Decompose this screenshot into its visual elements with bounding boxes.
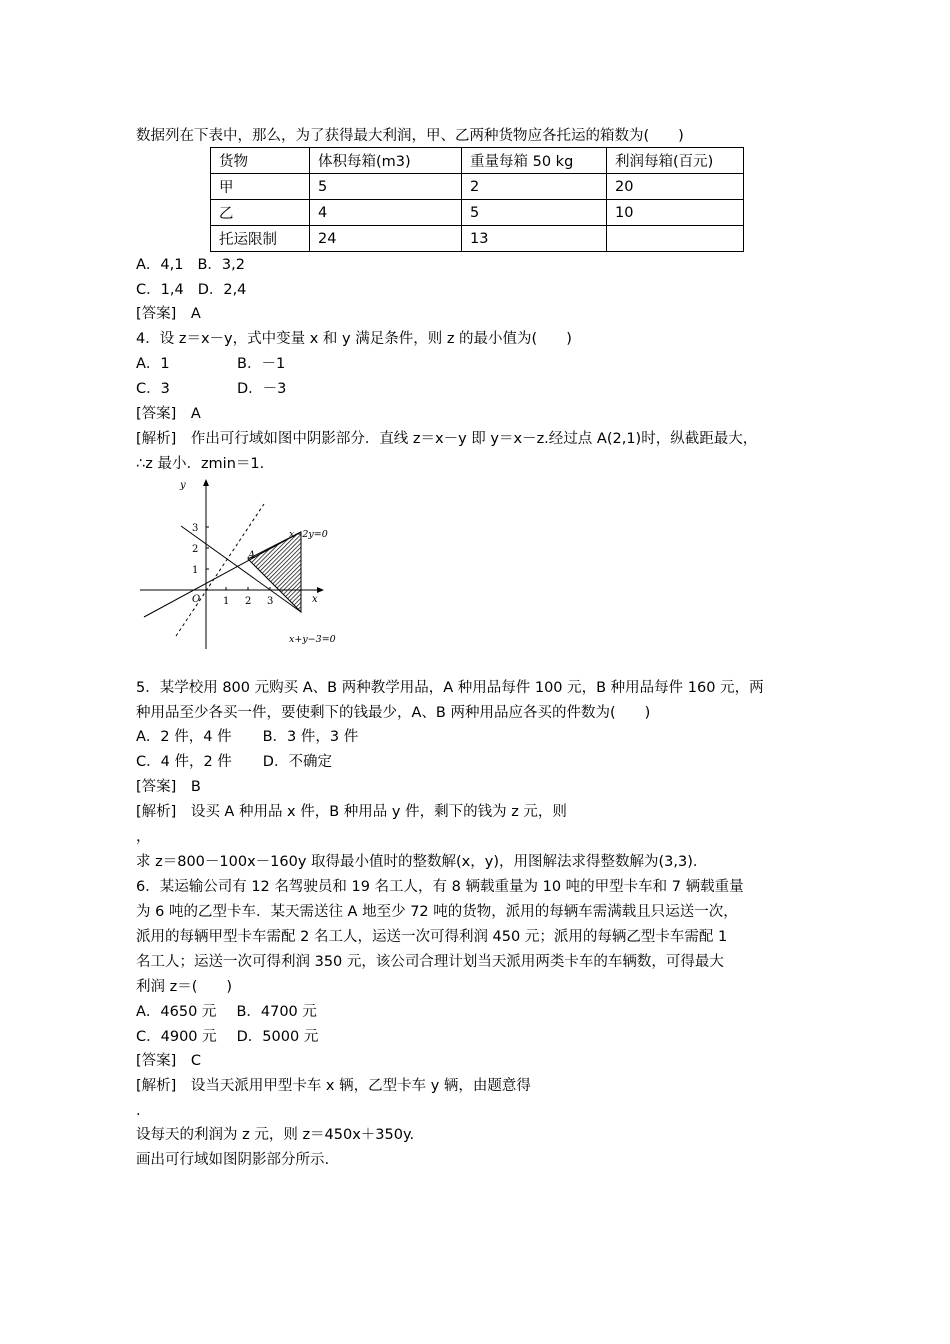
q5-stem-line1: 5．某学校用 800 元购买 A、B 两种教学用品，A 种用品每件 100 元，B 种用品每件 160 元，两	[136, 680, 764, 696]
table-header-cell: 体积每箱(m3)	[310, 148, 462, 174]
x-tick-label: 2	[245, 596, 252, 607]
option-d: D．5000 元	[236, 1029, 319, 1045]
q6-stem-line3: 派用的每辆甲型卡车需配 2 名工人，运送一次可得利润 450 元；派用的每辆乙型卡车需配 1	[136, 929, 728, 945]
table-cell: 托运限制	[211, 226, 310, 252]
option-c: C．4 件，2 件	[136, 754, 232, 770]
table-cell: 4	[310, 200, 462, 226]
cargo-table	[210, 147, 744, 252]
line1-label: x−2y=0	[289, 529, 328, 540]
point-a-label: A	[248, 550, 256, 561]
q3-intro: 数据列在下表中，那么，为了获得最大利润，甲、乙两种货物应各托运的箱数为( )	[136, 128, 684, 144]
table-cell: 5	[310, 174, 462, 200]
y-axis-label: y	[180, 480, 186, 491]
option-c: C．4900 元	[136, 1029, 217, 1045]
q6-analysis-line2: .	[136, 1103, 141, 1119]
q4-analysis-line2: ∴z 最小．zmin＝1.	[136, 456, 265, 472]
table-cell: 20	[607, 174, 744, 200]
q6-options-cd	[136, 1027, 318, 1047]
q6-stem-line2: 为 6 吨的乙型卡车．某天需送往 A 地至少 72 吨的货物，派用的每辆车需满载且只运送一次，	[136, 904, 738, 920]
table-header-cell: 重量每箱 50 kg	[462, 148, 607, 174]
table-cell: 13	[462, 226, 607, 252]
option-b: B．3,2	[197, 257, 245, 273]
table-cell: 10	[607, 200, 744, 226]
table-row	[211, 174, 744, 200]
option-d: D．不确定	[262, 754, 332, 770]
table-header-row	[211, 148, 744, 174]
q6-analysis-line1: [解析] 设当天派用甲型卡车 x 辆，乙型卡车 y 辆，由题意得	[136, 1078, 531, 1094]
dashed-line-y-equals-x	[176, 504, 264, 636]
table-header-cell: 货物	[211, 148, 310, 174]
line2-label: x+y−3=0	[289, 634, 336, 645]
option-a: A．2 件，4 件	[136, 729, 232, 745]
option-a: A．4650 元	[136, 1004, 217, 1020]
q6-stem-line4: 名工人；运送一次可得利润 350 元，该公司合理计划当天派用两类卡车的车辆数，可得最大	[136, 954, 724, 970]
q6-stem-line5: 利润 z＝( )	[136, 979, 233, 995]
table-header-cell: 利润每箱(百元)	[607, 148, 744, 174]
x-tick-label: 1	[223, 596, 230, 607]
q5-analysis-line1: [解析] 设买 A 种用品 x 件，B 种用品 y 件，剩下的钱为 z 元，则	[136, 804, 567, 820]
q3-options-cd	[136, 280, 246, 300]
option-b: B．－1	[237, 356, 286, 372]
x-axis-arrow-icon	[317, 587, 324, 593]
q6-stem-line1: 6．某运输公司有 12 名驾驶员和 19 名工人，有 8 辆载重量为 10 吨的甲型卡车和 7 辆载重量	[136, 879, 744, 895]
table-row	[211, 226, 744, 252]
origin-label: O	[192, 594, 201, 605]
shaded-region	[248, 532, 301, 612]
option-b: B．4700 元	[236, 1004, 317, 1020]
q4-analysis-line1: [解析] 作出可行域如图中阴影部分．直线 z＝x－y 即 y＝x－z.经过点 A(2,1)时，纵截距最大，	[136, 431, 758, 447]
q5-options-ab	[136, 727, 358, 747]
table-cell: 乙	[211, 200, 310, 226]
table-cell	[607, 226, 744, 252]
table-cell: 2	[462, 174, 607, 200]
table-cell: 24	[310, 226, 462, 252]
y-tick-label: 1	[192, 565, 199, 576]
q6-analysis-line3: 设每天的利润为 z 元，则 z＝450x＋350y.	[136, 1127, 415, 1143]
y-tick-label: 2	[192, 544, 199, 555]
q5-answer: [答案] B	[136, 779, 201, 795]
q3-answer: [答案] A	[136, 306, 201, 322]
option-c: C．1,4	[136, 282, 184, 298]
option-a: A．4,1	[136, 257, 184, 273]
option-b: B．3 件，3 件	[262, 729, 359, 745]
x-axis-label: x	[312, 594, 318, 605]
option-d: D．2,4	[197, 282, 247, 298]
q4-options-cd	[136, 379, 286, 399]
table-cell: 甲	[211, 174, 310, 200]
q5-options-cd	[136, 752, 332, 772]
option-c: C．3	[136, 381, 170, 397]
option-d: D．－3	[237, 381, 287, 397]
q4-answer: [答案] A	[136, 406, 201, 422]
y-axis-arrow-icon	[203, 479, 209, 486]
q6-analysis-line4: 画出可行域如图阴影部分所示.	[136, 1152, 330, 1168]
q5-stem-line2: 种用品至少各买一件，要使剩下的钱最少，A、B 两种用品应各买的件数为( )	[136, 705, 651, 721]
q5-analysis-line2: ，	[136, 829, 151, 845]
x-tick-label: 3	[267, 596, 274, 607]
table-row	[211, 200, 744, 226]
y-tick-label: 3	[192, 523, 199, 534]
q5-analysis-line3: 求 z＝800－100x－160y 取得最小值时的整数解(x，y)，用图解法求得整数解为(3,3)．	[136, 854, 708, 870]
q4-options-ab	[136, 354, 285, 374]
feasible-region-figure	[136, 474, 346, 654]
q6-answer: [答案] C	[136, 1053, 201, 1069]
table-cell: 5	[462, 200, 607, 226]
q3-options-ab	[136, 255, 245, 275]
q4-stem: 4．设 z＝x－y，式中变量 x 和 y 满足条件，则 z 的最小值为( )	[136, 331, 572, 347]
option-a: A．1	[136, 356, 170, 372]
q6-options-ab	[136, 1002, 317, 1022]
